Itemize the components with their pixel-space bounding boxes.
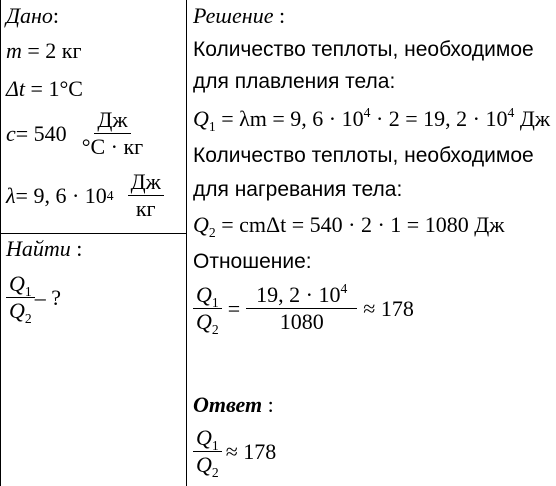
latent-heat-unit: $\frac{Дж}{кг}$ — [128, 170, 164, 221]
ratio-q-fraction: $\frac{Q_1}{Q_2}$ — [193, 283, 222, 334]
ratio-label: Отношение: — [193, 250, 312, 273]
find-ratio: $\frac{Q_1}{Q_2}$ – ? — [6, 272, 61, 323]
given-latent-heat: λ = 9, 6 · 10 4 $\frac{Дж}{кг}$ — [6, 170, 164, 221]
equation-melting-heat: $Q_1 = \lambda m = 9$, $6 \cdot 10^4 \cdot 2 = 19$, $2 \cdot 10^4$ Дж — [193, 105, 551, 134]
equation-ratio: $\frac{Q_1}{Q_2}$ = $\frac{19, 2 \cdot 10^4}{1080}$ ≈ 178 — [193, 283, 414, 334]
equation-heating-heat: $Q_2 = cm\Delta t = 540 \cdot 2 \cdot 1 = 1080$ Дж — [193, 212, 505, 240]
given-mass: m = 2 кг — [6, 38, 82, 63]
answer-header: Ответ : — [193, 392, 274, 417]
solution-text-melting-1: Количество теплоты, необходимое — [193, 38, 534, 61]
find-ratio-fraction: $\frac{Q_1}{Q_2}$ — [6, 272, 35, 323]
given-temperature-change: Δt = 1°C — [6, 76, 83, 101]
ratio-value-fraction: $\frac{19, 2 \cdot 10^4}{1080}$ — [246, 283, 357, 334]
column-divider — [186, 0, 187, 486]
left-border — [0, 0, 1, 486]
solution-header: Решение : — [193, 3, 286, 28]
solution-text-melting-2: для плавления тела: — [193, 70, 396, 93]
solution-text-heating-1: Количество теплоты, необходимое — [193, 144, 534, 167]
given-header: Дано: — [6, 3, 60, 28]
answer-fraction: $\frac{Q_1}{Q_2}$ — [193, 426, 222, 477]
specific-heat-unit: $\frac{Дж}{^\circ C \cdot кг}$ — [81, 107, 144, 160]
given-specific-heat: c = 540 $\frac{Дж}{^\circ C \cdot кг}$ — [6, 108, 146, 159]
solution-text-heating-2: для нагревания тела: — [193, 178, 403, 201]
answer-ratio: $\frac{Q_1}{Q_2}$ ≈ 178 — [193, 426, 276, 477]
given-divider — [0, 233, 187, 234]
find-header: Найти : — [6, 236, 83, 261]
